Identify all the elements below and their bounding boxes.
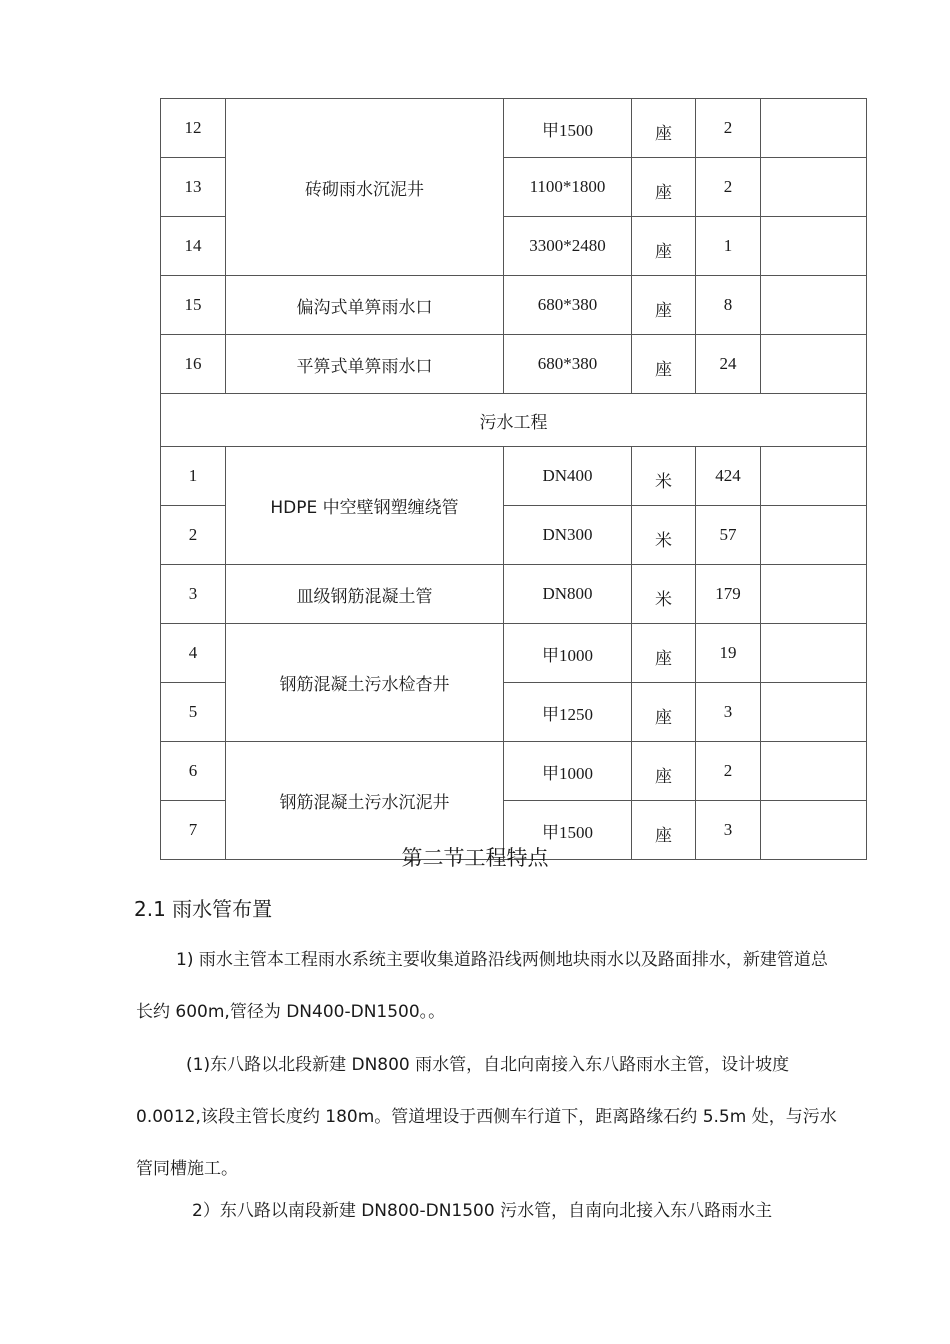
item-remark bbox=[761, 158, 867, 217]
paragraph-line: 0.0012,该段主管长度约 180m。管道埋设于西侧车行道下，距离路缘石约 5.5m 处，与污水 bbox=[136, 1107, 837, 1127]
item-qty: 1 bbox=[696, 217, 761, 276]
item-name: 偏沟式单箅雨水口 bbox=[226, 276, 504, 335]
row-no: 13 bbox=[161, 158, 226, 217]
table-row bbox=[161, 742, 867, 801]
item-remark bbox=[761, 217, 867, 276]
item-name: 平箅式单箅雨水口 bbox=[226, 335, 504, 394]
item-qty: 2 bbox=[696, 99, 761, 158]
item-unit: 座 bbox=[632, 99, 696, 158]
item-spec: DN800 bbox=[504, 565, 632, 624]
item-unit: 座 bbox=[632, 276, 696, 335]
item-unit: 米 bbox=[632, 447, 696, 506]
item-unit: 座 bbox=[632, 624, 696, 683]
item-name: 皿级钢筋混凝土管 bbox=[226, 565, 504, 624]
item-unit: 座 bbox=[632, 335, 696, 394]
item-unit: 座 bbox=[632, 217, 696, 276]
paragraph-line: 1) 雨水主管本工程雨水系统主要收集道路沿线两侧地块雨水以及路面排水，新建管道总 bbox=[176, 950, 828, 970]
item-qty: 24 bbox=[696, 335, 761, 394]
section-heading: 第二节工程特点 bbox=[401, 846, 549, 870]
item-qty: 3 bbox=[696, 683, 761, 742]
row-no: 1 bbox=[161, 447, 226, 506]
item-qty: 424 bbox=[696, 447, 761, 506]
item-unit: 米 bbox=[632, 565, 696, 624]
item-qty: 179 bbox=[696, 565, 761, 624]
item-spec: 680*380 bbox=[504, 335, 632, 394]
item-remark bbox=[761, 506, 867, 565]
paragraph-line: 长约 600m,管径为 DN400-DN1500。。 bbox=[136, 1002, 446, 1022]
item-remark bbox=[761, 99, 867, 158]
item-remark bbox=[761, 447, 867, 506]
table-row bbox=[161, 447, 867, 506]
item-unit: 座 bbox=[632, 742, 696, 801]
subsection-heading: 2.1 雨水管布置 bbox=[134, 897, 273, 921]
item-remark bbox=[761, 742, 867, 801]
row-no: 6 bbox=[161, 742, 226, 801]
item-qty: 2 bbox=[696, 158, 761, 217]
item-remark bbox=[761, 683, 867, 742]
item-unit: 米 bbox=[632, 506, 696, 565]
item-unit: 座 bbox=[632, 683, 696, 742]
item-qty: 3 bbox=[696, 801, 761, 860]
row-no: 3 bbox=[161, 565, 226, 624]
item-qty: 57 bbox=[696, 506, 761, 565]
item-name: 钢筋混凝土污水沉泥井 bbox=[226, 742, 504, 860]
row-no: 2 bbox=[161, 506, 226, 565]
row-no: 12 bbox=[161, 99, 226, 158]
item-qty: 2 bbox=[696, 742, 761, 801]
item-spec: 甲1000 bbox=[504, 742, 632, 801]
item-spec: DN400 bbox=[504, 447, 632, 506]
item-spec: 680*380 bbox=[504, 276, 632, 335]
row-no: 15 bbox=[161, 276, 226, 335]
row-no: 14 bbox=[161, 217, 226, 276]
item-spec: 甲1000 bbox=[504, 624, 632, 683]
item-remark bbox=[761, 624, 867, 683]
item-unit: 座 bbox=[632, 158, 696, 217]
table-row bbox=[161, 624, 867, 683]
item-unit: 座 bbox=[632, 801, 696, 860]
table-row bbox=[161, 565, 867, 624]
table-row bbox=[161, 276, 867, 335]
item-name: 钢筋混凝土污水检杳井 bbox=[226, 624, 504, 742]
item-spec: 3300*2480 bbox=[504, 217, 632, 276]
item-spec: 1100*1800 bbox=[504, 158, 632, 217]
item-name: HDPE 中空壁钢塑缠绕管 bbox=[226, 447, 504, 565]
item-qty: 19 bbox=[696, 624, 761, 683]
item-spec: 甲1250 bbox=[504, 683, 632, 742]
item-spec: DN300 bbox=[504, 506, 632, 565]
quantity-table bbox=[160, 98, 867, 860]
row-no: 5 bbox=[161, 683, 226, 742]
row-no: 16 bbox=[161, 335, 226, 394]
item-qty: 8 bbox=[696, 276, 761, 335]
paragraph-line: 管同槽施工。 bbox=[136, 1159, 238, 1179]
item-remark bbox=[761, 276, 867, 335]
section-title: 污水工程 bbox=[161, 394, 867, 447]
row-no: 7 bbox=[161, 801, 226, 860]
item-remark bbox=[761, 335, 867, 394]
paragraph-line: 2）东八路以南段新建 DN800-DN1500 污水管，自南向北接入东八路雨水主 bbox=[192, 1201, 773, 1221]
table-row bbox=[161, 99, 867, 158]
row-no: 4 bbox=[161, 624, 226, 683]
item-spec: 甲1500 bbox=[504, 801, 632, 860]
table-row bbox=[161, 335, 867, 394]
table-section-row bbox=[161, 394, 867, 447]
item-spec: 甲1500 bbox=[504, 99, 632, 158]
item-name: 砖砌雨水沉泥井 bbox=[226, 99, 504, 276]
paragraph-line: (1)东八路以北段新建 DN800 雨水管，自北向南接入东八路雨水主管，设计坡度 bbox=[186, 1055, 790, 1075]
item-remark bbox=[761, 565, 867, 624]
